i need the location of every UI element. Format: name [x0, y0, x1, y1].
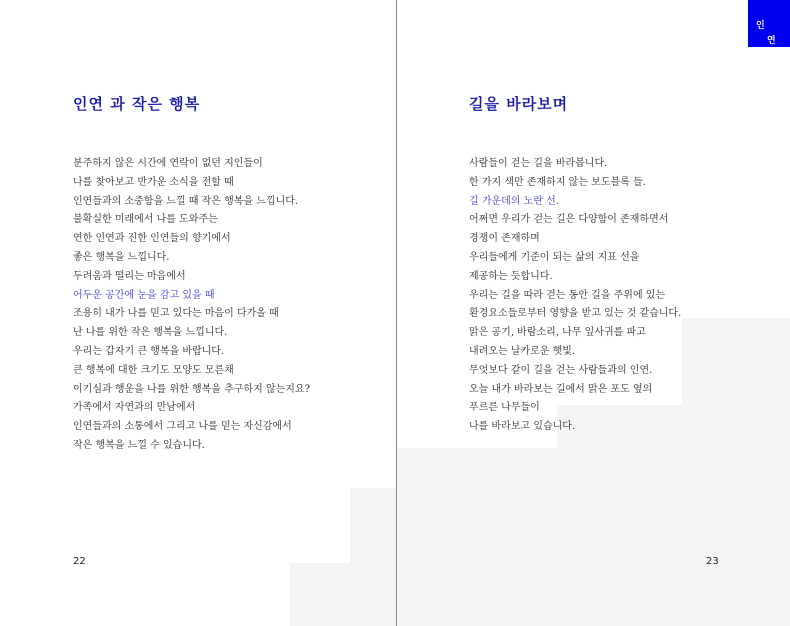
left-poem-body — [73, 155, 310, 456]
chapter-tab[interactable] — [748, 0, 790, 47]
poem-line: 가족에서 자연과의 만남에서 — [73, 402, 196, 414]
poem-line: 무엇보다 같이 길을 걷는 사람들과의 인연. — [469, 364, 653, 376]
poem-line: 작은 행복을 느낄 수 있습니다. — [73, 439, 205, 451]
poem-line: 어쩌면 우리가 걷는 길은 다양함이 존재하면서 — [469, 214, 669, 226]
poem-line: 인연들과의 소통에서 그리고 나를 믿는 자신감에서 — [73, 421, 292, 433]
poem-line: 연한 인연과 진한 인연들의 향기에서 — [73, 233, 231, 245]
poem-line: 사람들이 걷는 길을 바라봅니다. — [469, 158, 608, 169]
poem-line: 내려오는 날카로운 햇빛. — [469, 345, 576, 357]
chapter-tab-char: 인 — [756, 21, 765, 31]
chapter-tab-char: 연 — [767, 36, 776, 46]
decorative-block — [682, 318, 790, 405]
right-page-number: 23 — [706, 556, 719, 567]
poem-line: 분주하지 않은 시간에 연락이 없던 지인들이 — [73, 158, 263, 169]
poem-line: 이기심과 행운을 나를 위한 행복을 추구하지 않는지요? — [73, 383, 310, 395]
poem-line: 큰 행복에 대한 크기도 모양도 모른채 — [73, 364, 234, 376]
decorative-block — [397, 448, 790, 626]
poem-line: 오늘 내가 바라보는 길에서 맑은 포도 옆의 — [469, 383, 653, 395]
poem-line: 좋은 행복을 느낍니다. — [73, 251, 170, 263]
poem-line: 우리들에게 기준이 되는 삶의 지표 선을 — [469, 251, 640, 263]
poem-line: 조용히 내가 나를 믿고 있다는 마음이 다가올 때 — [73, 308, 279, 320]
poem-line: 우리는 길을 따라 걷는 동안 길을 주위에 있는 — [469, 289, 666, 301]
poem-line: 환경요소들로부터 영향을 받고 있는 것 같습니다. — [469, 308, 682, 320]
poem-line: 어두운 공간에 눈을 감고 있을 때 — [73, 289, 215, 301]
left-page-number: 22 — [73, 556, 86, 567]
poem-line: 한 가지 색만 존재하지 않는 보도블록 들. — [469, 176, 646, 188]
poem-line: 인연들과의 소중함을 느낄 때 작은 행복을 느낍니다. — [73, 195, 299, 207]
poem-line: 경쟁이 존재하며 — [469, 233, 540, 245]
right-page — [397, 0, 790, 626]
right-poem-body — [469, 155, 681, 437]
poem-line: 우리는 갑자기 큰 행복을 바랍니다. — [73, 345, 225, 357]
poem-line: 맑은 공기, 바람소리, 나무 잎사귀를 파고 — [469, 327, 646, 339]
poem-line: 두려움과 떨리는 마음에서 — [73, 270, 186, 282]
right-page-title: 길을 바라보며 — [469, 95, 569, 113]
poem-line: 푸르른 나무들이 — [469, 402, 540, 414]
poem-line: 나를 바라보고 있습니다. — [469, 421, 576, 433]
poem-line: 불확실한 미래에서 나를 도와주는 — [73, 214, 218, 226]
decorative-block — [290, 563, 396, 626]
poem-line: 제공하는 듯합니다. — [469, 270, 553, 282]
left-page-title: 인연 과 작은 행복 — [73, 95, 201, 113]
poem-line: 길 가운데의 노란 선. — [469, 195, 559, 207]
poem-line: 나를 찾아보고 반가운 소식을 전할 때 — [73, 176, 234, 188]
poem-line: 난 나를 위한 작은 행복을 느낍니다. — [73, 327, 228, 339]
